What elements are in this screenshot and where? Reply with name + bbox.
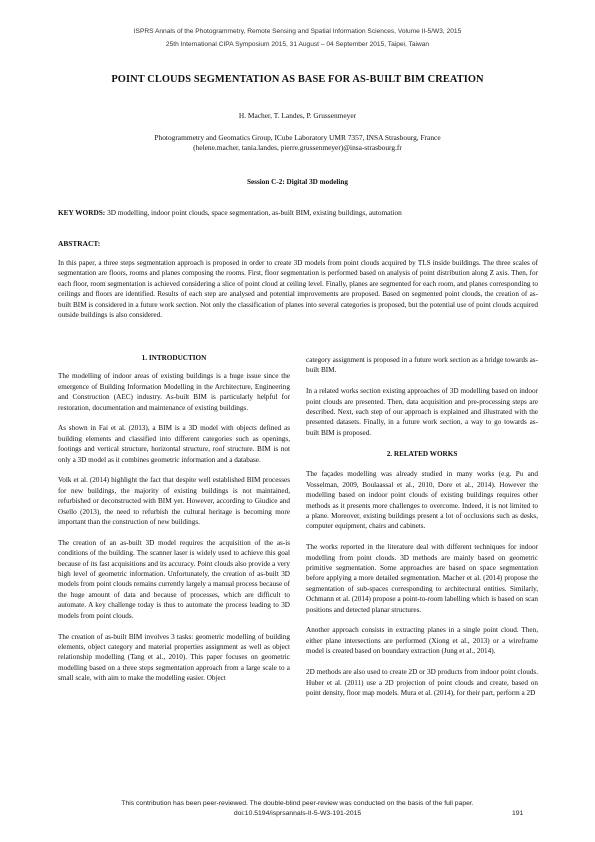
intro-paragraph: The creation of as-built BIM involves 3 tasks: geometric modelling of building elements, object category and material properties assignment as well as object relationship modelling (Tang et al., 2010). This paper focuses on geometric modelling based on a three steps segmentation approach from a large scale to a small scale, with aim to make the modelling easier. Object <box>58 632 290 683</box>
journal-header: ISPRS Annals of the Photogrammetry, Remote Sensing and Spatial Information Sciences, Volume II-5/W3, 2015 <box>133 28 462 35</box>
author-list: H. Macher, T. Landes, P. Grussenmeyer <box>238 111 357 120</box>
intro-paragraph: Volk et al. (2014) highlight the fact that despite well established BIM processes for new buildings, the majority of existing buildings is not maintained, refurbished or deconstructed with BIM yet. However, according to Giudice and Osello (2013), the need to refurbish the cultural heritage is becoming more important than the construction of new buildings. <box>58 476 290 527</box>
paper-outline-paragraph: In a related works section existing approaches of 3D modelling based on indoor point clouds are presented. Then, data acquisition and pre-processing steps are described. Next, each step of our approach is explained and illustrated with the presented datasets. Finally, in a future work section, a way to go towards as-built BIM is proposed. <box>306 387 538 437</box>
peer-review-note: This contribution has been peer-reviewed. The double-blind peer-review was conducted on the basis of the full paper. <box>121 800 474 807</box>
abstract-text: In this paper, a three steps segmentation approach is proposed in order to create 3D models from point clouds acquired by TLS inside buildings. The three scales of segmentation are floors, rooms and planes composing the rooms. First, floor segmentation is performed based on analysis of point distribution along Z axis. Then, for each floor, room segmentation is achieved considering a slice of point cloud at ceiling level. Finally, planes are segmented for each room, and planes corresponding to ceilings and floors are identified. Results of each step are analysed and potential improvements are proposed. Based on segmented point clouds, the creation of as-built BIM is considered in a future work section. Not only the classification of planes into several categories is proposed, but the potential use of point clouds acquired outside buildings is also considered. <box>58 259 538 320</box>
left-column <box>58 353 290 694</box>
right-column <box>306 355 538 709</box>
session-label: Session C-2: Digital 3D modeling <box>246 178 349 186</box>
intro-continued-paragraph: category assignment is proposed in a future work section as a bridge towards as-built BIM. <box>306 356 538 375</box>
paper-title: POINT CLOUDS SEGMENTATION AS BASE FOR AS-BUILT BIM CREATION <box>111 74 484 85</box>
intro-paragraph: The creation of an as-built 3D model requires the acquisition of the as-is conditions of the building. The scanner laser is widely used to achieve this goal because of its fast acquisitions and its accuracy. Point clouds also provide a very high level of geometric information. Unfortunately, the creation of as-built 3D models from point clouds remains currently largely a manual process because of the huge amount of data and because of processes, which are difficult to automate. A key challenge today is thus to automate the process leading to 3D models from point clouds. <box>58 538 290 620</box>
intro-paragraph: The modelling of indoor areas of existing buildings is a huge issue since the emergence of Building Information Modelling in the Architecture, Engineering and Construction (AEC) industry. As-built BIM is particularly helpful for restoration, documentation and maintenance of existing buildings. <box>58 372 290 412</box>
doi-link[interactable]: doi:10.5194/isprsannals-II-5-W3-191-2015 <box>233 810 362 817</box>
introduction-heading: 1. INTRODUCTION <box>141 354 207 362</box>
keywords-text: 3D modelling, indoor point clouds, space segmentation, as-built BIM, existing buildings, automation <box>107 208 402 217</box>
related-works-paragraph: 2D methods are also used to create 2D or 3D products from indoor point clouds. Huber et al. (2011) use a 2D projection of point clouds and create, based on point density, floor map models. Mura et al. (2014), for their part, perform a 2D <box>306 668 538 697</box>
keywords <box>58 208 538 217</box>
affiliation-emails: (helene.macher, tania.landes, pierre.grussenmeyer)@insa-strasbourg.fr <box>193 143 402 152</box>
related-works-paragraph: The works reported in the literature deal with different techniques for indoor modelling from point clouds. 3D methods are mainly based on geometric primitive segmentation. Some approaches are based on space segmentation before applying a more detailed segmentation. Macher et al. (2014) propose the segmentation of sub-spaces corresponding to architectural entities. Similarly, Ochmann et al. (2014) propose a point-to-room labelling which is based on scan positions and detected planar structures. <box>306 543 538 614</box>
symposium-header: 25th International CIPA Symposium 2015, 31 August – 04 September 2015, Taipei, Taiwan <box>165 41 430 48</box>
affiliation <box>60 133 535 153</box>
page-number: 191 <box>512 810 524 817</box>
related-works-paragraph: Another approach consists in extracting planes in a single point cloud. Then, either plane intersections are performed (Xiong et al., 2013) or a wireframe model is created based on boundary extraction (Jung et al., 2014). <box>306 626 538 656</box>
keywords-label: KEY WORDS: <box>58 208 106 217</box>
abstract-heading: ABSTRACT: <box>58 239 101 248</box>
related-works-heading: 2. RELATED WORKS <box>386 449 458 458</box>
related-works-paragraph: The façades modelling was already studied in many works (e.g. Pu and Vosselman, 2009, Boulaassal et al., 2010, Dore et al., 2014). However the modelling based on indoor point clouds of existing buildings requires other methods as it presents more challenges to overcome. Indeed, it is not limited to a plane. Moreover, existing buildings present a lot of occlusions such as desks, computer equipment, chairs and cabinets. <box>306 470 538 531</box>
intro-paragraph: As shown in Fai et al. (2013), a BIM is a 3D model with objects defined as building elements and classified into different categories such as openings, footings and vertical structure, horizontal structure, roof structure. BIM is not only a 3D model as it combines geometric information and a database. <box>58 424 290 464</box>
affiliation-institution: Photogrammetry and Geomatics Group, ICube Laboratory UMR 7357, INSA Strasbourg, France <box>154 133 441 142</box>
